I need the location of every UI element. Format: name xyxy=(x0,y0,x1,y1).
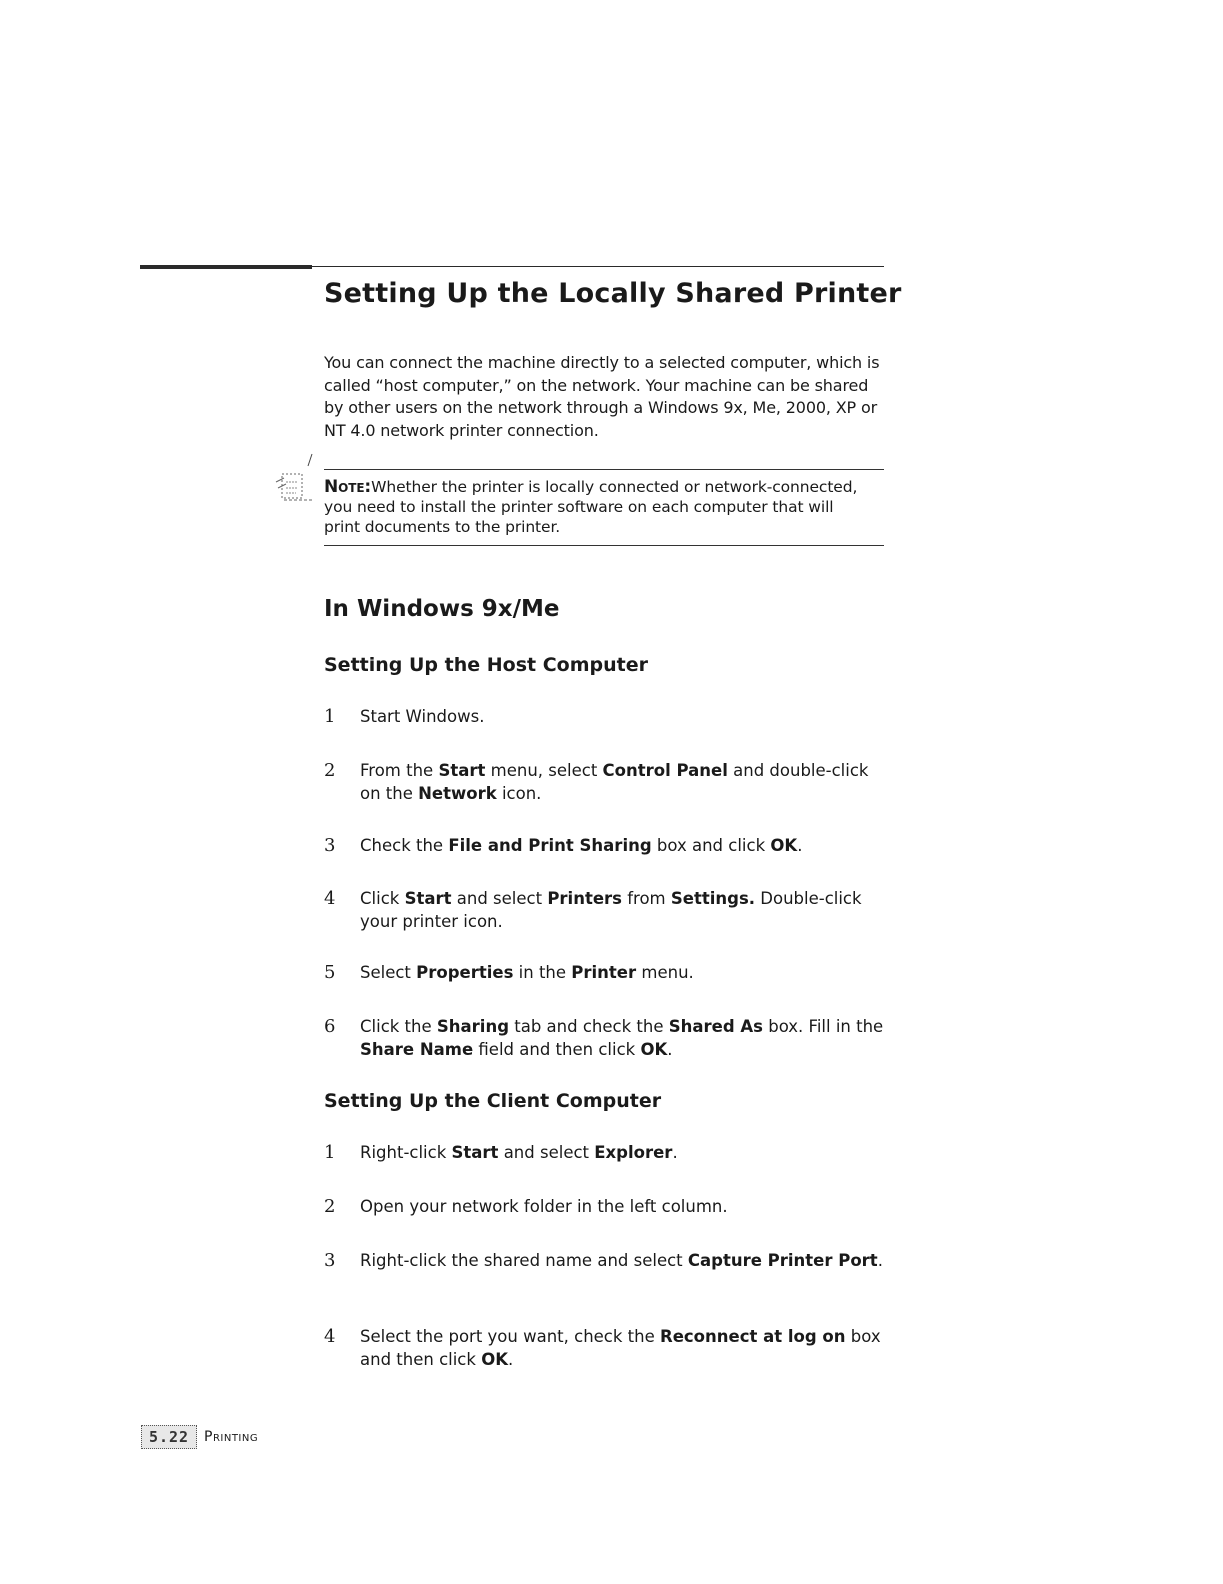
header-rule-thick xyxy=(140,265,312,269)
step-text: Click Start and select Printers from Settings. Double-click your printer icon. xyxy=(360,889,862,931)
step-text: Open your network folder in the left column. xyxy=(360,1197,728,1216)
step-text: Click the Sharing tab and check the Shared As box. Fill in the Share Name field and then click OK. xyxy=(360,1017,884,1059)
section-heading: In Windows 9x/Me xyxy=(324,596,560,622)
step-number: 4 xyxy=(324,888,336,909)
step-number: 6 xyxy=(324,1016,336,1037)
step-number: 2 xyxy=(324,1196,336,1217)
note-label: Note: xyxy=(324,477,372,497)
note-rule-bottom xyxy=(324,545,884,546)
step-number: 2 xyxy=(324,760,336,781)
step-number: 5 xyxy=(324,962,336,983)
step-number: 3 xyxy=(324,1250,336,1271)
step-number: 3 xyxy=(324,835,336,856)
step-text: Right-click Start and select Explorer. xyxy=(360,1143,678,1162)
step-text: Right-click the shared name and select Capture Printer Port. xyxy=(360,1251,883,1270)
client-heading: Setting Up the Client Computer xyxy=(324,1090,662,1112)
step-text: From the Start menu, select Control Panel and double-click on the Network icon. xyxy=(360,761,869,803)
step-text: Select Properties in the Printer menu. xyxy=(360,963,694,982)
step-number: 1 xyxy=(324,1142,336,1163)
step-text: Start Windows. xyxy=(360,707,485,726)
page-title: Setting Up the Locally Shared Printer xyxy=(324,278,902,309)
intro-paragraph: You can connect the machine directly to a selected computer, which is called “host computer,” on the network. Your machine can be shared by other users on the network through a Windows 9x, Me, 2000, XP or NT 4.0 network printer connection. xyxy=(324,353,880,440)
header-rule xyxy=(312,266,884,267)
step-text: Select the port you want, check the Reconnect at log on box and then click OK. xyxy=(360,1327,881,1369)
note-box xyxy=(324,477,864,537)
step-number: 1 xyxy=(324,706,336,727)
step-number: 4 xyxy=(324,1326,336,1347)
page-number-badge: 5.22 xyxy=(141,1425,197,1449)
note-text: Whether the printer is locally connected or network-connected, you need to install the printer software on each computer that will print documents to the printer. xyxy=(324,478,858,536)
note-pencil-icon xyxy=(272,452,316,508)
host-heading: Setting Up the Host Computer xyxy=(324,654,648,676)
footer-label: Printing xyxy=(204,1429,259,1445)
note-rule-top xyxy=(324,469,884,470)
step-text: Check the File and Print Sharing box and click OK. xyxy=(360,836,803,855)
